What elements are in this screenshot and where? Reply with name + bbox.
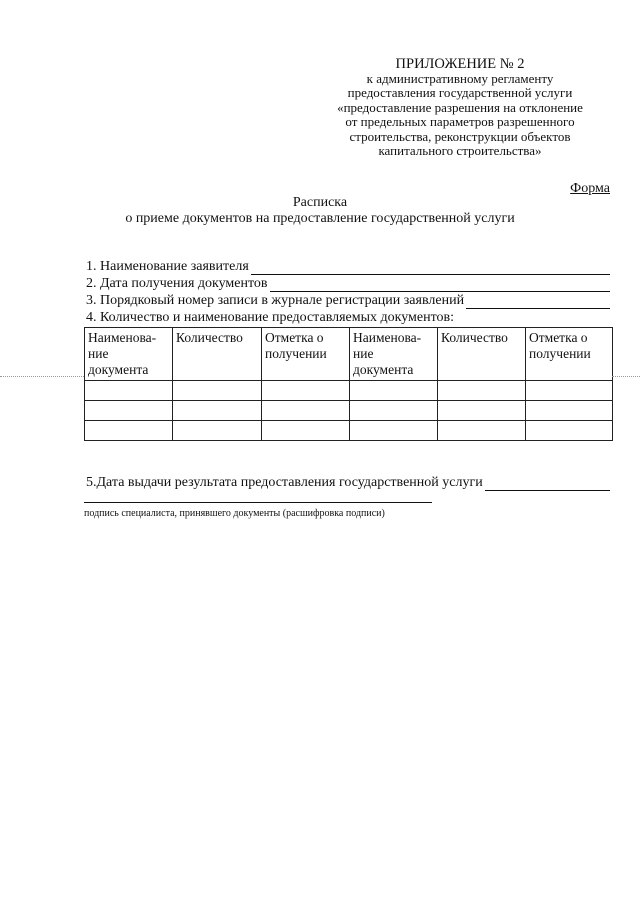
receipt-subtitle: о приеме документов на предоставление государственной услуги — [125, 211, 515, 226]
fill-line[interactable] — [270, 279, 610, 292]
form-label: Форма — [570, 181, 610, 196]
appendix-line: к административному регламенту — [366, 71, 554, 86]
table-cell[interactable] — [350, 381, 438, 401]
table-cell[interactable] — [526, 421, 613, 441]
scan-artifact-line — [0, 376, 84, 377]
field-receipt-date — [86, 276, 610, 292]
table-cell[interactable] — [438, 381, 526, 401]
table-cell[interactable] — [173, 381, 262, 401]
fill-line[interactable] — [485, 478, 610, 491]
table-cell[interactable] — [526, 381, 613, 401]
field-label: 3. Порядковый номер записи в журнале регистрации заявлений — [86, 293, 465, 308]
column-header: Наименова-ние документа — [85, 328, 173, 381]
table-cell[interactable] — [438, 401, 526, 421]
table-row — [85, 421, 613, 441]
table-cell[interactable] — [350, 421, 438, 441]
table-cell[interactable] — [85, 381, 173, 401]
table-cell[interactable] — [350, 401, 438, 421]
fill-line[interactable] — [466, 296, 610, 309]
column-header: Отметка о получении — [262, 328, 350, 381]
scan-artifact-line — [612, 376, 640, 377]
table-cell[interactable] — [173, 421, 262, 441]
table-cell[interactable] — [173, 401, 262, 421]
field-label: 2. Дата получения документов — [86, 276, 268, 291]
table-cell[interactable] — [262, 381, 350, 401]
column-header: Отметка о получении — [526, 328, 613, 381]
signature-line[interactable] — [84, 502, 432, 503]
fill-line[interactable] — [251, 262, 610, 275]
field-applicant-name — [86, 259, 610, 275]
documents-table — [84, 327, 613, 441]
table-row — [85, 381, 613, 401]
appendix-line: от предельных параметров разрешенного — [345, 114, 575, 130]
column-header: Наименова-ние документа — [350, 328, 438, 381]
docs-intro-label: 4. Количество и наименование предоставляемых документов: — [86, 310, 455, 325]
receipt-title: Расписка — [292, 195, 348, 210]
appendix-line: «предоставление разрешения на отклонение — [337, 99, 583, 115]
table-cell[interactable] — [438, 421, 526, 441]
appendix-line: предоставления государственной услуги — [347, 85, 573, 101]
table-cell[interactable] — [85, 401, 173, 421]
table-cell[interactable] — [526, 401, 613, 421]
appendix-line: капитального строительства» — [378, 143, 542, 159]
table-cell[interactable] — [262, 421, 350, 441]
column-header: Количество — [438, 328, 526, 381]
field-issue-date — [86, 475, 610, 491]
field-registry-number — [86, 293, 610, 309]
table-row — [85, 401, 613, 421]
signature-caption: подпись специалиста, принявшего документы (расшифровка подписи) — [84, 508, 385, 519]
table-cell[interactable] — [262, 401, 350, 421]
appendix-line: строительства, реконструкции объектов — [349, 128, 571, 144]
docs-intro — [86, 310, 610, 326]
table-header-row — [85, 328, 613, 381]
appendix-block — [310, 56, 610, 158]
column-header: Количество — [173, 328, 262, 381]
appendix-heading: ПРИЛОЖЕНИЕ № 2 — [395, 56, 525, 72]
field-label: 5.Дата выдачи результата предоставления государственной услуги — [86, 475, 483, 490]
field-label: 1. Наименование заявителя — [86, 259, 249, 274]
table-cell[interactable] — [85, 421, 173, 441]
